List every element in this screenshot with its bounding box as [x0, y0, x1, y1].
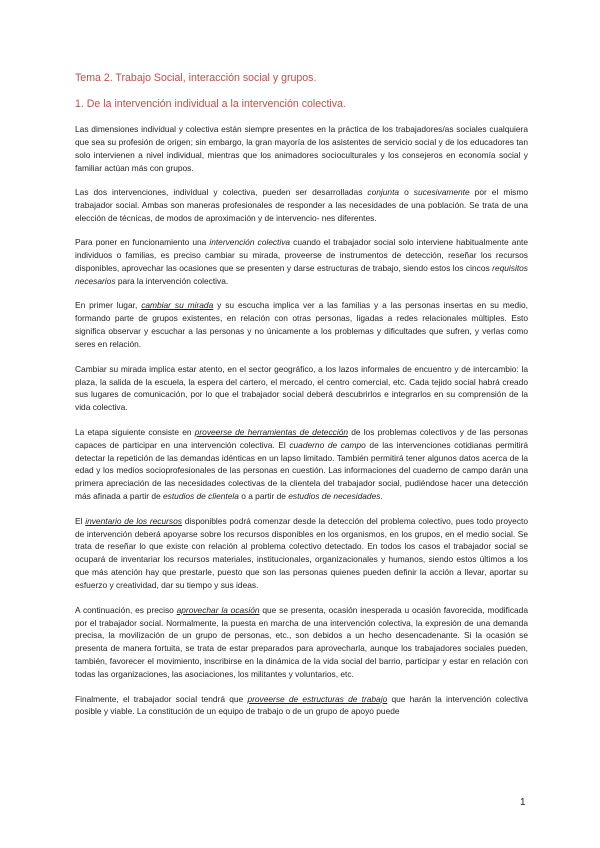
emphasized-text: aprovechar la ocasión: [176, 604, 260, 615]
paragraph: [75, 363, 528, 415]
paragraph: [75, 693, 528, 719]
text-run: de los problemas colectivos y de las personas capaces de participar en una intervención colectiva. El: [75, 426, 528, 450]
paragraph: [75, 299, 528, 351]
emphasized-text: sucesivamente: [413, 187, 470, 198]
emphasized-text: cambiar su mirada: [141, 300, 214, 311]
text-run: Finalmente, el trabajador social tendrá que: [75, 693, 248, 704]
text-run: Cambiar su mirada implica estar atento, en el sector geográfico, a los lazos informales de encuentro y de intercambio: la plaza, la salida de la escuela, la espera del cartero, el mercado, el centro comercial, etc. Cada tejido social habrá creado sus lugares de comunicación, por lo que el trabajador social deberá descubrirlos e integrarlos en su comprensión de la vida colectiva.: [75, 363, 528, 413]
text-run: Las dos intervenciones, individual y colectiva, pueden ser desarrolladas: [75, 187, 368, 198]
paragraph: [75, 515, 528, 592]
paragraph: [75, 123, 528, 175]
text-run: disponibles podrá comenzar desde la detección del problema colectivo, pues todo proyecto de intervención deberá apoyarse sobre los recursos disponibles en los organismos, en los grupos, en el medio social. Se trata de reseñar lo que existe con relación al problema colectivo detectado. En todos los casos el trabajador social se ocupará de inventariar los recursos materiales, institucionales, organizacionales y humanos, siendo estos últimos a los que más atención hay que prestarle, puesto que son las personas quienes pueden definir la acción a llevar, aportar su esfuerzo y creatividad, dar su tiempo y sus ideas.: [75, 515, 528, 591]
text-run: y su escucha implica ver a las familias y a las personas insertas en su medio, formando parte de grupos existentes, en relación con otras personas, ligadas a redes relacionales múltiples. Esto significa observar y escuchar a las personas y no únicamente a los problemas y dificultades que sufren, y verlas como seres en relación.: [75, 300, 529, 350]
paragraph: [75, 236, 528, 288]
emphasized-text: estudios de clientela: [163, 491, 239, 502]
text-run: que se presenta, ocasión inesperada u ocasión favorecida, modificada por el trabajador social. Normalmente, la puesta en marcha de una intervención colectiva, la expresión de una demanda precisa, la movilización de un grupo de personas, etc., son debidos a un hecho desencadenante. Si la ocasión se presenta de manera fortuita, se trata de estar preparados para aprovecharla, aunque los trabajadores sociales pueden, también, favorecer el movimiento, inscribirse en la dinámica de la vida social del barrio, participar y estar en relación con todas las organizaciones, las asociaciones, los militantes y voluntarios, etc.: [75, 604, 528, 680]
text-run: o a partir de: [238, 491, 289, 502]
document-body: [75, 123, 528, 730]
document-title: Tema 2. Trabajo Social, interacción social y grupos.: [75, 72, 317, 84]
text-run: Para poner en funcionamiento una: [75, 237, 210, 248]
emphasized-text: inventario de los recursos: [85, 515, 182, 526]
text-run: La etapa siguiente consiste en: [75, 426, 195, 437]
text-run: para la intervención colectiva.: [115, 276, 229, 287]
text-run: o: [399, 187, 414, 198]
paragraph: [75, 186, 528, 225]
text-run: .: [380, 491, 383, 502]
emphasized-text: estudios de necesidades: [288, 491, 381, 502]
emphasized-text: proveerse de herramientas de detección: [194, 426, 349, 437]
paragraph: [75, 604, 528, 681]
text-run: cuando el trabajador social solo interviene habitualmente ante individuos o familias, es preciso cambiar su mirada, proveerse de instrumentos de detección, reseñar los recursos disponibles, aprovechar las ocasiones que se presenten y darse estructuras de trabajo, siendo estos los cincos: [75, 237, 529, 274]
text-run: de las intervenciones cotidianas permitirá detectar la repetición de las demandas idénticas en un lapso limitado. También permitirá tener algunos datos acerca de la edad y los medios socioprofesionales de las personas en cuestión. Las informaciones del cuaderno de campo darán una primera apreciación de las necesidades colectivas de la clientela del trabajador social, pudiéndose hacer una detección más afinada a partir de: [75, 439, 529, 502]
paragraph: [75, 426, 528, 503]
emphasized-text: requisitos necesarios: [75, 263, 528, 287]
page-number: 1: [520, 797, 526, 808]
emphasized-text: cuaderno de campo: [289, 439, 366, 450]
text-run: El: [75, 515, 86, 526]
text-run: Las dimensiones individual y colectiva están siempre presentes en la práctica de los trabajadores/as sociales cualquiera que sea su profesión de origen; sin embargo, la gran mayoría de los asistentes de servicio social y de los educadores tan solo intervienen a nivel individual, mientras que los animadores socioculturales y los consejeros en economía social y familiar actúan más con grupos.: [75, 124, 528, 173]
emphasized-text: proveerse de estructuras de trabajo: [247, 693, 388, 704]
emphasized-text: conjunta: [367, 187, 400, 198]
text-run: que harán la intervención colectiva posible y viable. La constitución de un equipo de trabajo o de un grupo de apoyo puede: [75, 693, 528, 717]
section-heading: 1. De la intervención individual a la intervención colectiva.: [75, 98, 346, 110]
text-run: por el mismo trabajador social. Ambas son maneras profesionales de responder a las necesidades de una población. Se trata de una elección de técnicas, de modos de aproximación y de intervencio- nes diferentes.: [75, 187, 529, 223]
text-run: A continuación, es preciso: [75, 604, 177, 615]
text-run: En primer lugar,: [75, 300, 142, 311]
emphasized-text: intervención colectiva: [209, 237, 291, 248]
